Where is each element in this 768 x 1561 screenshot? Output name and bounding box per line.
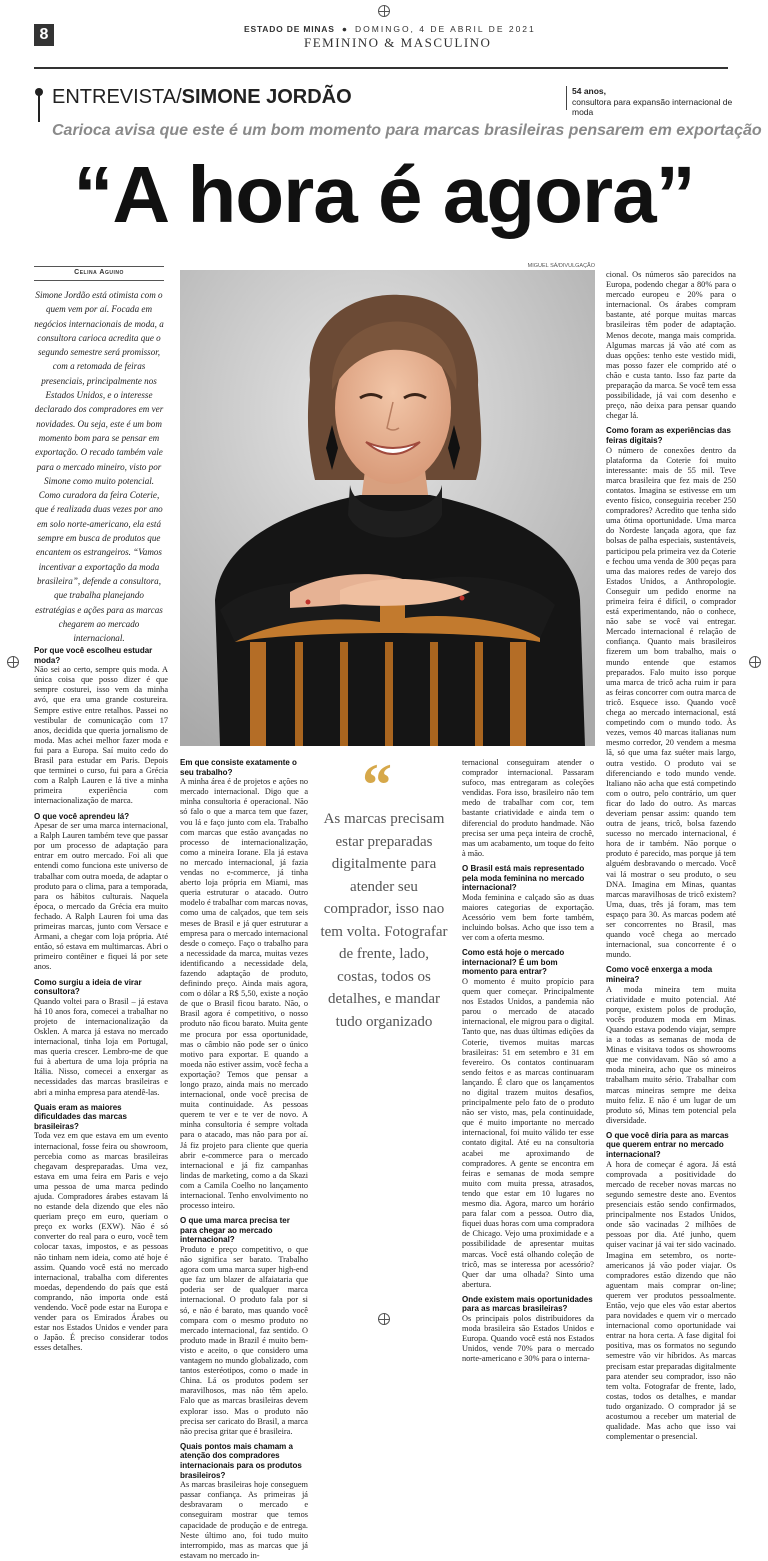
byline-rule-bottom	[34, 280, 164, 281]
answer: Não sei ao certo, sempre quis moda. A única coisa que posso dizer é que sempre costurei, isso vem da minha avó, que era uma grande costureira. Sempre estive entre retalhos. Passei no vestibular de comunicação com 17 anos, decidida que queria jornalismo de moda. Mas achei melhor fazer moda e fui para a Europa. Saí muito cedo do Brasil para estudar em Paris. Depois que terminei o curso, fui para a Grécia com a Ralph Lauren e lá tive a minha primeira experiência com internacionalização de marca.	[34, 665, 168, 806]
question: Como está hoje o mercado internacional? É um bom momento para entrar?	[462, 948, 565, 977]
answer: Quando voltei para o Brasil – já estava há 10 anos fora, comecei a trabalhar no projeto de internacionalização da Osklen. A marca já estava no mercado internacional, tinha loja em Portugal, mas queria crescer. Lembro-me de que fui à abertura de uma loja própria na Itália. Nisso, comecei a enxergar as necessidades das marcas brasileiras e abri a minha empresa para atendê-las.	[34, 996, 168, 1097]
answer: A minha área é de projetos e ações no mercado internacional. Digo que a minha consultoria é operacional. Não só falo o que a marca tem que fazer, vou lá e faço junto com ela. Trabalho com marcas que estão avançadas no processo de internacionalização, como a mineira Iorane. Ela já estava no mercado internacional, já fazia vendas no e-commerce, já tinha aberto loja própria em Miami, mas queria estruturar o atacado. Outro modelo é trabalhar com marcas novas, como uma de calçados, que tem seis meses de Brasil e já quer estruturar a empresa para o mercado internacional desde o começo. Faço o trabalho para a necessidade da marca, muitas vezes identificando a necessidade dela, fazendo adaptação de produto, definindo preço. Ainda mais agora, com o dólar a R$ 5,50, existe a noção de que o Brasil ficou barato. Não, o Brasil agora é competitivo, o nosso produto não ficou barato. Muita gente me procura por essa oportunidade, mas o câmbio não pode ser o único motivo para exportar. E quando a moeda não estiver assim, você fecha a exportação? Temos que pensar a longo prazo, ainda mais no mercado internacional, onde você precisa de muita continuidade. As pessoas querem te ver e te ver de novo. A minha consultoria é sempre voltada para o atacado, mas não para por aí. Já fiz projeto para cliente que queria abrir e-commerce para o mercado internacional e já fiz campanhas lindas de marketing, como a da Skazi com a Camila Coelho no lançamento internacional. Tenho envolvimento no processo inteiro.	[180, 777, 308, 1211]
answer: Produto e preço competitivo, o que não significa ser barato. Trabalho agora com uma marca super high-end que faz um blazer de alfaiataria que poderia ser de qualquer marca internacional. O produto fala por si só, e não é barato, mas quando você compara com o mesmo produto no mercado internacional, faz sentido. O produto made in Brazil é muito bem-visto e aceito, o que considero uma vantagem no mundo globalizado, com tantos esteréotipos, como o made in China. Lá os produtos podem ser maravilhosos, mas não têm apelo. Falo que as marcas brasileiras devem explorar isso. Mas o produto não precisa ser caricato do Brasil, a marca não precisa gritar que é brasileira.	[180, 1245, 308, 1436]
article-intro: Simone Jordão está otimista com o quem vem por aí. Focada em negócios internacionais de moda, a consultora carioca acredita que o segundo semestre será promissor, com a retomada de feiras presenciais, principalmente nos Estados Unidos, e o interesse declarado dos compradores em ver novidades. Ou seja, este é um bom momento bom para se pensar em exportação. O recado também vale para o mercado mineiro, visto por Simone como muito potencial. Como curadora da feira Coterie, que é realizada duas vezes por ano em solo norte-americano, ela está sempre em busca de produtos que encantem os estrangeiros. “Vamos incentivar a exportação da moda brasileira”, defende a consultora, que trabalha planejando estratégias e ações para as marcas chegarem ao mercado internacional.	[34, 290, 164, 644]
bio-role: consultora para expansão internacional de moda	[572, 96, 733, 117]
article-column-4	[606, 270, 736, 1442]
answer: Apesar de ser uma marca internacional, a Ralph Lauren também teve que passar por um processo de adaptação para entrar em outro mercado. Foi ali que entendi como funciona este universo de trabalhar com outra moeda, de adaptar o produto para o clima, para a temporada, para os hábitos culturais. Naquela época, o mercado da Grécia era muito fechado. A Ralph Lauren foi uma das primeiras marcas, junto com Versace e Armani, a chegar com loja própria. Até então, só estava em multimarcas. Abri o primeiro contêiner e fiquei lá por sete anos.	[34, 821, 168, 972]
answer: A hora de começar é agora. Já está comprovada a positividade do mercado de receber novas marcas no segundo semestre deste ano. Eventos presenciais estão sendo confirmados, principalmente nos Estados Unidos, onde são vacinadas 2 milhões de pessoas por dia. Até junho, quem quiser vacinar já vai ter sido vacinado. Imagina em setembro, os norte-americanos já vão poder viajar. Os compradores estão dizendo que não aguentam mais comprar on-line; querem ver produtos pessoalmente. Então, vejo que eles vão estar abertos para novidades e quem vir o mercado internacional como oportunidade vai entrar na hora certa. A fase digital foi positiva, mas os formatos no segundo semestre vão vir híbridos. As marcas precisam estar preparadas digitalmente para atender seu comprador, isso não tem volta. Fotografar de frente, lado, costas, todos os detalhes, e mandar tudo organizado. O comprador já se acostumou a receber um material de qualidade. Mas acho que isso vai complementar o presencial.	[606, 1159, 736, 1442]
publication-date: DOMINGO, 4 DE ABRIL DE 2021	[355, 24, 536, 34]
answer: O número de conexões dentro da plataforma da Coterie foi muito interessante: mais de 55 mil. Teve marca brasileira que fez mais de 250 contatos. Imagina se estivesse em um evento físico, conseguiria receber 250 compradores? Acredito que tenha sido uma ótima oportunidade. Uma marca do Nordeste lançada agora, que faz bolsas de palha especiais, sustentáveis, participou pela primeira vez da Coterie e fechou uma venda de 300 peças para uma das maiores redes de varejo dos Estados Unidos, a Anthropologie. Conseguir um pedido enorme na primeira feira é difícil, o comprador está experimentando, não o conhece, não sabe se você vai entregar. Mercado internacional é relação de confiança. Quanto mais brasileiros fizerem um bom trabalho, mais o mundo entende que estamos preparados. Falo muito isso porque uma marca de tricô acha ruim ir para as feiras concorrer com outra marca de tricô. Esquece isso. Quando você chega ao mercado internacional, está competindo com o mundo todo. Às vezes, vemos 40 marcas italianas num mesmo corredor, 20 vendem a mesma lã, só que uma faz suéter mais largo, outra vestido. O produto vai se diferenciando e todo mundo vende. Italiano não acha que está competindo com o outro, pelo contrário, um quer ficar do lado do outro. As marcas deveriam pensar assim: quando tem outra de jeans, tricô, bolsa fazendo sucesso no mercado internacional, é hora de ir também. Não porque o produto é parecido, mas porque já tem alguém desbravando o mercado. Você vai lá mostrar o seu produto, o seu DNA. Imagina em Minas, quantas marcas maravilhosas de tricô existem? Uma, duas, três já foram, mas tem espaço para 30. As marcas podem até ser concorrentes no Brasil, mas quando você chega ao mercado internacional, sua concorrente é o mundo.	[606, 445, 736, 960]
interview-kicker	[52, 86, 352, 108]
portrait-illustration	[180, 270, 595, 746]
question: O que você diria para as marcas que querem entrar no mercado internacional?	[606, 1130, 729, 1160]
header-dot: ●	[341, 24, 348, 34]
question: Como você enxerga a moda mineira?	[606, 965, 713, 984]
bio-divider	[566, 86, 567, 110]
article-column-2	[180, 758, 308, 1560]
interviewee-bio	[572, 86, 742, 118]
publication-name: ESTADO DE MINAS	[244, 24, 335, 34]
byline: Celina Aguino	[74, 269, 124, 276]
section-name: FEMININO & MASCULINO	[304, 35, 492, 50]
header-rule	[34, 67, 728, 69]
registration-mark-top	[378, 5, 390, 17]
answer: ternacional conseguiram atender o comprador internacional. Passaram sufoco, mas entregaram as coleções vendidas. Fora isso, brasileiro não tem medo de trabalhar com cor, tem bastante criatividade e ainda tem o diferencial do produto handmade. Não precisa ser uma peça inteira de crochê, mas um acabamento, um toque do feito à mão.	[462, 758, 594, 858]
answer: As marcas brasileiras hoje conseguem passar confiança. As primeiras já desbravaram o mercado e conseguiram mostrar que temos capacidade de produção e de entrega. Neste último ano, foi tudo muito interrompido, mas as marcas que já estavam no mercado in-	[180, 1480, 308, 1560]
question: O que você aprendeu lá?	[34, 811, 130, 821]
question: O que uma marca precisa ter para chegar ao mercado internacional?	[180, 1216, 290, 1245]
registration-mark-right	[749, 656, 761, 668]
question: Como surgiu a ideia de virar consultora?	[34, 977, 142, 997]
answer: O momento é muito propício para quem quer começar. Principalmente nos Estados Unidos, a pandemia não parou o mercado de atacado internacional, ele migrou para o digital. Tanto que, nas duas últimas edições da Coterie, tivemos muitas marcas brasileiras: 51 em setembro e 31 em fevereiro. Os contatos continuaram sendo feitos e as marcas continuaram lançando. É claro que os lançamentos no digital trazem muitos desafios, principalmente pelo fato de o produto não ser visto, mas, pela continuidade, que é muito importante no mercado internacional, foi muito válido ter esse contato digital. Até eu na consultoria acabei me aproximando de compradores. A gente se encontra em feiras e semanas de moda sempre muito com muita pressa, atrasados, tendo que estar em 10 lugares no mesmo dia. Agora, marco um horário para falar com a pessoa. Outro dia, fiquei duas horas com uma compradora de Chicago. Vejo uma proximidade e a possibilidade de apresentar muitas marcas. Você está olhando coleção de tricô, mas se interessa por acessório? Quer dar uma olhada? Sinto uma abertura.	[462, 976, 594, 1289]
kicker-name: SIMONE JORDÃO	[181, 86, 352, 108]
question: Quais eram as maiores dificuldades das marcas brasileiras?	[34, 1102, 127, 1131]
page-number: 8	[34, 24, 54, 46]
answer: Toda vez em que estava em um evento internacional, fosse feira ou showroom, percebia como as marcas brasileiras chegavam despreparadas. Uma vez, estava em uma feira em Paris e vejo uma pessoa de uma marca pedindo ajuda. Compradores árabes estavam lá no estande dela dizendo que eles não queriam preço em euro, queriam o preço ex works (EXW). Não é só converter do real para o euro, você tem colocar taxas, impostos, e as pessoas não tinham nem ideia, como até hoje é assim. Quando você está no mercado internacional, trabalha com diferentes moedas, dependendo do país que está comprando, não importa onde está vendendo. Você pode estar na Europa e vender para os Emirados Árabes ou estar nos Estados Unidos e vender para o Japão. É preciso considerar todos esses detalhes.	[34, 1131, 168, 1353]
question: Quais pontos mais chamam a atenção dos compradores internacionais para os produtos brasileiros?	[180, 1441, 302, 1480]
registration-mark-bottom	[378, 1313, 390, 1325]
quote-mark-icon: “	[362, 752, 392, 818]
byline-rule	[34, 266, 164, 267]
kicker-pin-line	[38, 94, 40, 122]
portrait-photo	[180, 270, 595, 746]
bio-age: 54 anos,	[572, 86, 607, 96]
answer: A moda mineira tem muita criatividade e muito potencial. Até porque, existem polos de produção, vocês produzem moda em Minas. Quando estava podendo viajar, sempre ia a todas as semanas de moda de Minas e visitava todos os showrooms que me convidavam. Não só amo a moda mineira, acho que os mineiros trabalham muito sério. Trabalhar com marcas mineiras sempre me deixa muito feliz. E não é um lugar de um produto só, Minas tem potencial pela diversidade.	[606, 984, 736, 1125]
kicker-label: ENTREVISTA/	[52, 86, 182, 108]
answer: Moda feminina e calçado são as duas maiores categorias de exportação. Acessório vem bem forte também, incluindo bolsas. Acho que isso tem a ver com a oferta mesmo.	[462, 892, 594, 943]
photo-credit: MIGUEL SÁ/DIVULGAÇÃO	[527, 263, 595, 269]
article-headline: “A hora é agora”	[73, 150, 695, 239]
answer: cional. Os números são parecidos na Europa, podendo chegar a 80% para o mercado europeu e 20% para o internacional. Os árabes compram bastante, até porque muitas marcas brasileiras têm poder de adaptação. Menos decote, manga mais comprida. Algumas marcas já vão até com as duas opções: tenho este vestido midi, mas posso fazer ele comprido até o chão e custa tanto. Isso faz parte da preparação da marca. Se você tem essa possibilidade, já vai com desenho e preço, não deixa para pensar quando chegar lá.	[606, 270, 736, 421]
pull-quote: As marcas precisam estar preparadas digitalmente para atender seu comprador, isso nao tem volta. Fotografar de frente, lado, costas, todos os detalhes, e mandar tudo organizado	[320, 811, 448, 1030]
question: Onde existem mais oportunidades para as marcas brasileiras?	[462, 1294, 593, 1314]
page-header	[34, 24, 728, 48]
article-subtitle: Carioca avisa que este é um bom momento para marcas brasileiras pensarem em exportação	[52, 122, 762, 139]
question: O Brasil está mais representado pela moda feminina no mercado internacional?	[462, 863, 585, 893]
registration-mark-left	[7, 656, 19, 668]
question: Por que você escolheu estudar moda?	[34, 646, 153, 665]
answer: Os principais polos distribuidores da moda brasileira são Estados Unidos e Europa. Quando você está nos Estados Unidos, vende 70% para o mercado norte-americano e 30% para o interna-	[462, 1314, 594, 1364]
question: Como foram as experiências das feiras digitais?	[606, 426, 731, 445]
article-column-1	[34, 646, 168, 1353]
question: Em que consiste exatamente o seu trabalho?	[180, 758, 297, 777]
article-column-3	[462, 758, 594, 1364]
